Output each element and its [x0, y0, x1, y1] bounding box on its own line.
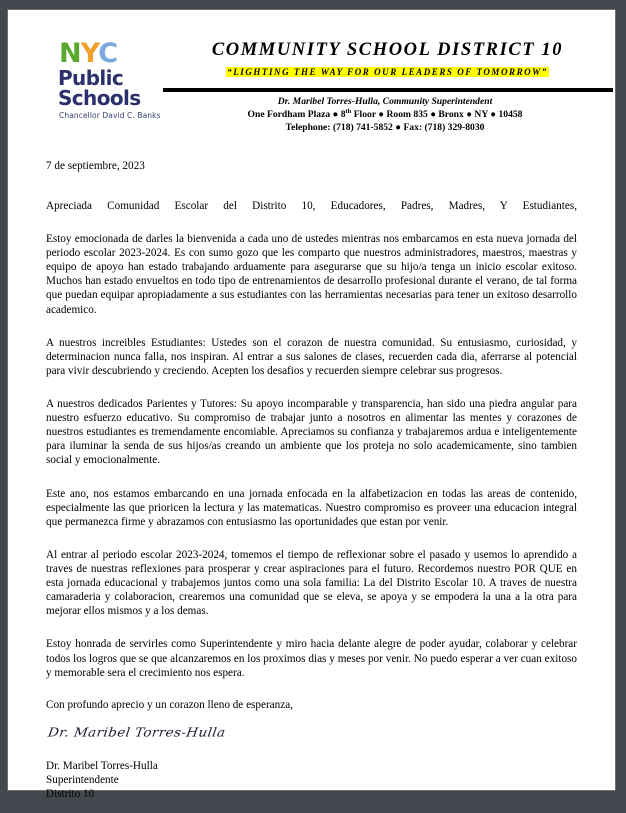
letter-paragraph: Al entrar al periodo escolar 2023-2024, tomemos el tiempo de reflexionar sobre el pasado y usemos lo aprendido a traves de nuestras reflexiones para prosperar y crear aspiraciones para el futuro. Recordemos nuestro POR QUE en esta jornada educacional y trabajemos juntos como una sola familia: La del Distrito Escolar 10. A traves de nuestra camaraderia y colaboracion, crearemos una comunidad que se eleva, se apoya y se empodera la una a la otra para mejorar ellos mismos y a los demas.	[46, 548, 577, 618]
signature-block	[46, 759, 577, 802]
district-title: COMMUNITY SCHOOL DISTRICT 10	[211, 40, 564, 60]
letter-paragraph: Estoy honrada de servirles como Superintendente y miro hacia delante alegre de poder ayudar, colaborar y celebrar todos los logros que se que alcanzaremos en los proximos dias y meses por venir. No puedo esperar a ver cuan exitoso y memorable sera el crecimiento nos espera.	[46, 638, 577, 679]
letter-salutation: Apreciada Comunidad Escolar del Distrito 10, Educadores, Padres, Madres, Y Estudiantes,	[46, 200, 577, 212]
nyc-wordmark	[59, 40, 175, 67]
letter-paragraph: A nuestros dedicados Parientes y Tutores: Su apoyo incomparable y transparencia, han sido una piedra angular para nuestro esfuerzo educativo. Su compromiso de trabajar junto a nosotros en alimentar las mentes y corazones de nuestros estudiantes es tremendamente encomiable. Apreciamos su confianza y trabajaremos ardua e inteligentemente para iluminar la senda de sus hijos/as creando un ambiente que los proteja no solo academicamente, sino tambien social y emocionalmente.	[46, 397, 577, 467]
letterhead	[8, 10, 615, 133]
letter-date: 7 de septiembre, 2023	[46, 160, 145, 172]
logo-letter-n: N	[59, 38, 81, 69]
signer-district: Distrito 10	[46, 788, 95, 801]
address-line	[160, 109, 610, 122]
tagline-row	[160, 63, 615, 79]
letter-paragraph: A nuestros increibles Estudiantes: Ustedes son el corazon de nuestra comunidad. Su entusiasmo, curiosidad, y determinacion nunca falla, nos inspiran. Al entrar a sus salones de clases, recuerden cada dia, aferrarse al potencial para vivir descubriendo y creciendo. Acepten los desafios y recuerden siempre celebrar sus progresos.	[46, 336, 577, 377]
address-line-pre: One Fordham Plaza ● 8	[247, 108, 346, 120]
signer-title: Superintendente	[46, 774, 119, 787]
address-ordinal-suffix: th	[345, 107, 352, 115]
letter-paragraph: Estoy emocionada de darles la bienvenida a cada uno de ustedes mientras nos embarcamos en esta nueva jornada del periodo escolar 2023-2024. Es con sumo gozo que les comparto que nuestros administradores, maestros, maestras y equipo de apoyo han estado trabajando arduamente para asegurarse que su hijo/a tenga un inicio escolar exitoso. Muchos han estado envueltos en todo tipo de entrenamientos de desarrollo profesional durante el verano, de tal forma que puedan equipar apropiadamente a sus estudiantes con las herramientas necesarias para tener un exitoso desarrollo academico.	[46, 233, 577, 316]
letter-paragraph: Este ano, nos estamos embarcando en una jornada enfocada en la alfabetizacion en todas las areas de contenido, especialmente las que prioricen la lectura y las matematicas. Nuestro compromiso es proveer una educacion integral que permanezca firme y abrazamos con entusiasmo las oportunidades que estan por venir.	[46, 487, 577, 528]
document-page	[8, 10, 615, 801]
signer-name: Dr. Maribel Torres-Hulla	[46, 759, 158, 772]
letter-body	[46, 160, 577, 802]
letter-closing: Con profundo aprecio y un corazon lleno de esperanza,	[46, 698, 293, 711]
district-tagline: “LIGHTING THE WAY FOR OUR LEADERS OF TOMORROW”	[227, 67, 548, 78]
handwritten-signature: Dr. Maribel Torres-Hulla	[46, 725, 227, 741]
contact-line: Telephone: (718) 741-5852 ● Fax: (718) 329-8030	[285, 121, 485, 133]
superintendent-line: Dr. Maribel Torres-Hulla, Community Superintendent	[277, 96, 493, 107]
nyc-public-schools-logo	[55, 40, 175, 120]
logo-chancellor-text: Chancellor David C. Banks	[59, 110, 161, 120]
letterhead-title-block	[160, 41, 615, 79]
logo-letter-c: C	[98, 38, 118, 69]
logo-letter-y: Y	[80, 38, 99, 69]
address-line-post: Floor ● Room 835 ● Bronx ● NY ● 10458	[351, 108, 523, 120]
logo-public-text: Public	[58, 66, 124, 90]
letterhead-address-block	[160, 96, 610, 135]
logo-schools-text: Schools	[58, 86, 141, 111]
letterhead-divider-rule	[163, 88, 613, 92]
